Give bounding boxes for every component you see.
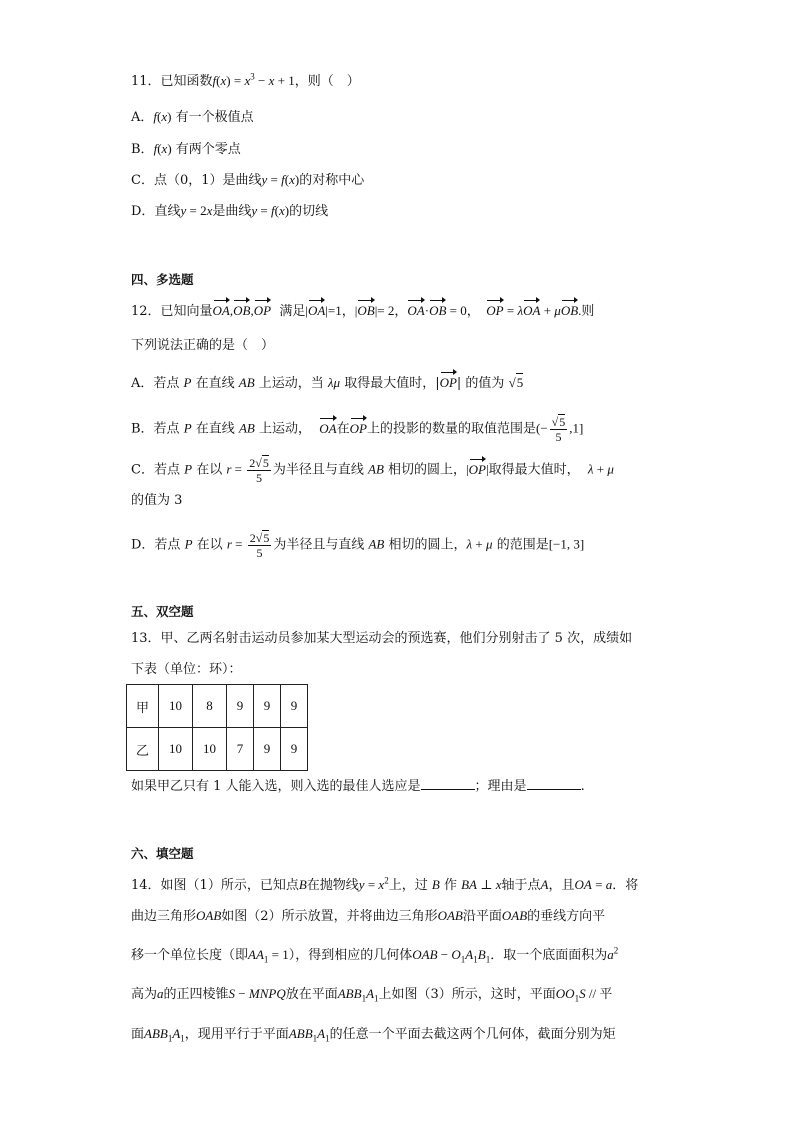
q11-option-a: A．f(x) 有一个极值点 xyxy=(131,109,254,125)
q14-line4: 高为a的正四棱锥S − MNPQ放在平面$ABB_1A_1$上如图（3）所示，这时，平面$OO_1S$ // 平 xyxy=(131,986,613,1004)
q11-stem: 11．已知函数$f(x) = x^3 - x + 1$，则（ ） xyxy=(131,71,360,89)
q12-option-b: B．若点 P 在直线 AB 上运动， OA在OP上的投影的数量的取值范围是(− $\frac{√5}{5}$ ,1] xyxy=(131,415,584,444)
table-cell: 9 xyxy=(254,728,281,771)
table-cell: 10 xyxy=(159,728,193,771)
q14-line5: 面$ABB_1A_1$，现用平行于平面$ABB_1A_1$的任意一个平面去截这两个几何体，截面分别为矩 xyxy=(131,1026,616,1044)
q14-line1: 14．如图（1）所示，已知点B在抛物线$y = x^2$上，过 B 作 BA ⊥ x轴于点A，且OA = a．将 xyxy=(131,875,639,893)
q12-stem-line2: 下列说法正确的是（ ） xyxy=(131,338,275,353)
table-cell: 10 xyxy=(193,728,227,771)
table-cell: 9 xyxy=(254,685,281,728)
table-cell: 9 xyxy=(227,685,254,728)
score-table xyxy=(126,684,308,771)
table-row xyxy=(127,685,308,728)
table-row-header: 甲 xyxy=(127,685,159,728)
q13-stem-line2: 下表（单位：环）： xyxy=(131,662,242,677)
answer-blank-2[interactable] xyxy=(527,777,581,790)
table-cell: 10 xyxy=(159,685,193,728)
answer-blank-1[interactable] xyxy=(421,777,475,790)
q12-option-d: D．若点 P 在以 r = $\frac{2√5}{5}$ 为半径且与直线 AB 相切的圆上，λ + μ 的范围是[−1, 3] xyxy=(131,531,585,560)
q12-stem: 12．已知向量OA,OB,OP 满足|OA|=1，|OB|= 2，OA·OB = 0， OP = λOA + μOB.则 xyxy=(131,303,595,319)
section-heading-multi-choice: 四、多选题 xyxy=(131,272,194,287)
q13-answer-line: 如果甲乙只有 1 人能入选，则入选的最佳人选应是 ；理由是 . xyxy=(131,779,585,794)
table-cell: 9 xyxy=(281,728,308,771)
q11-option-b: B．f(x) 有两个零点 xyxy=(131,141,241,157)
q11-option-c: C．点（0，1）是曲线y = f(x)的对称中心 xyxy=(131,172,365,188)
q12-option-c-line2: 的值为 3 xyxy=(131,493,183,508)
table-row xyxy=(127,728,308,771)
table-cell: 8 xyxy=(193,685,227,728)
table-cell: 9 xyxy=(281,685,308,728)
q14-line3: 移一个单位长度（即$AA_1 = 1$），得到相应的几何体OAB − $O_1A_1B_1$．取一个底面面积为$a^2$ xyxy=(131,945,619,965)
q12-option-a: A．若点 P 在直线 AB 上运动，当 λμ 取得最大值时，|OP| 的值为 √5 xyxy=(131,375,524,391)
q13-stem: 13．甲、乙两名射击运动员参加某大型运动会的预选赛，他们分别射击了 5 次，成绩如 xyxy=(131,631,633,646)
q14-line2: 曲边三角形OAB如图（2）所示放置，并将曲边三角形OAB沿平面OAB的垂线方向平 xyxy=(131,908,606,924)
q11-option-d: D．直线y = 2x是曲线y = f(x)的切线 xyxy=(131,203,329,219)
section-heading-fill-blank: 六、填空题 xyxy=(131,846,194,861)
table-row-header: 乙 xyxy=(127,728,159,771)
q12-option-c: C．若点 P 在以 r = $\frac{2√5}{5}$ 为半径且与直线 AB 相切的圆上，|OP|取得最大值时， λ + μ xyxy=(131,456,614,485)
table-cell: 7 xyxy=(227,728,254,771)
section-heading-double-blank: 五、双空题 xyxy=(131,604,194,619)
